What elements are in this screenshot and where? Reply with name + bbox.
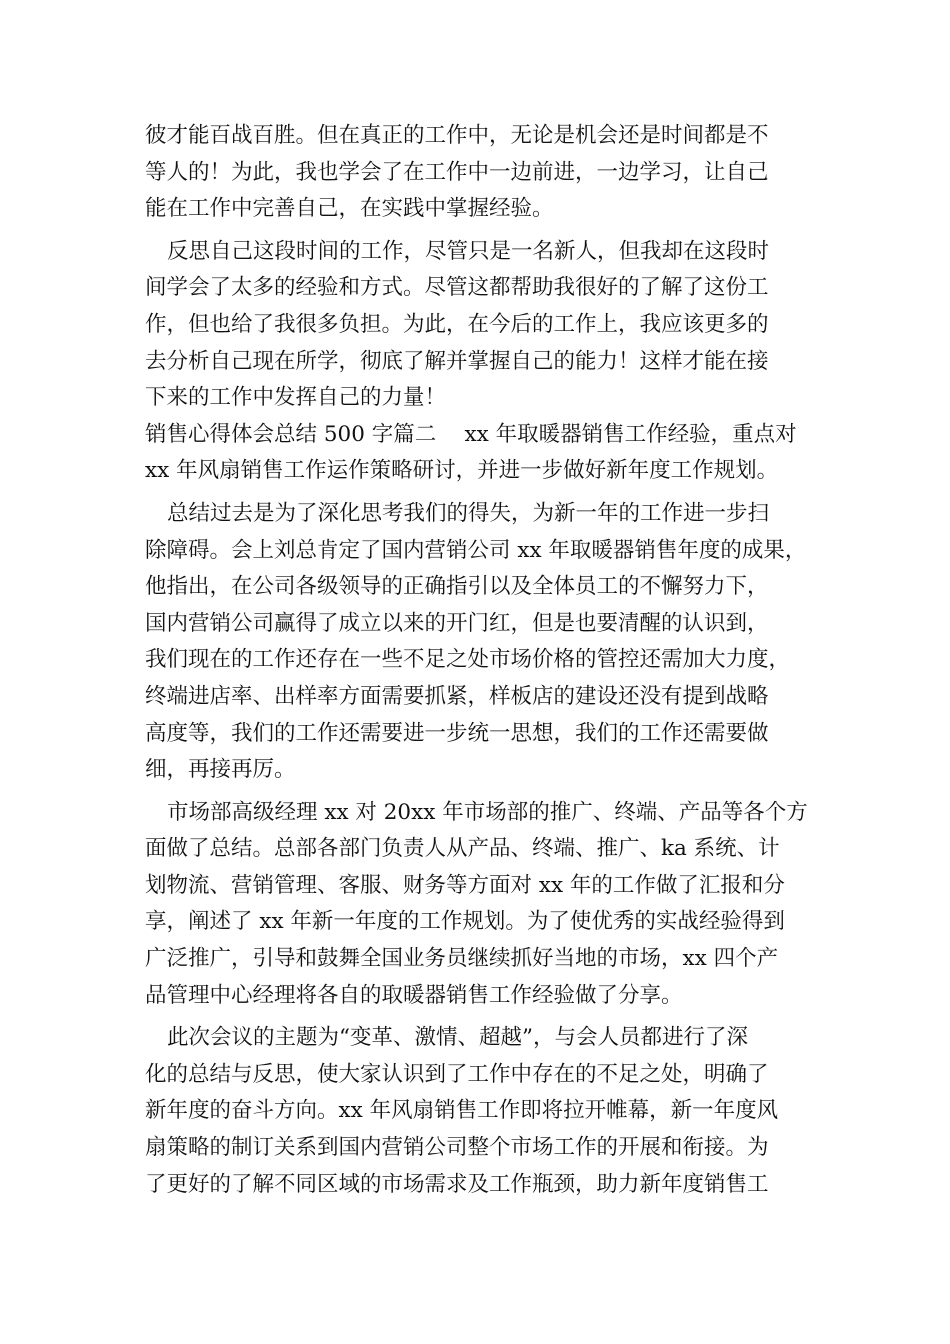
paragraph-2-line-5: 下来的工作中发挥自己的力量！	[145, 385, 447, 411]
paragraph-5-line-3: 划物流、营销管理、客服、财务等方面对 xx 年的工作做了汇报和分	[145, 872, 785, 898]
paragraph-6-line-2: 化的总结与反思，使大家认识到了工作中存在的不足之处，明确了	[145, 1061, 769, 1087]
paragraph-2-line-3: 作，但也给了我很多负担。为此，在今后的工作上，我应该更多的	[145, 311, 769, 337]
paragraph-5-line-6: 品管理中心经理将各自的取暖器销售工作经验做了分享。	[145, 982, 683, 1008]
paragraph-6-line-1: 此次会议的主题为“变革、激情、超越”，与会人员都进行了深	[167, 1025, 748, 1051]
paragraph-6-line-3: 新年度的奋斗方向。xx 年风扇销售工作即将拉开帷幕，新一年度风	[145, 1098, 779, 1124]
paragraph-1-line-1: 彼才能百战百胜。但在真正的工作中，无论是机会还是时间都是不	[145, 123, 769, 148]
paragraph-5-line-1: 市场部高级经理 xx 对 20xx 年市场部的推广、终端、产品等各个方	[167, 799, 808, 825]
paragraph-2-line-1: 反思自己这段时间的工作，尽管只是一名新人，但我却在这段时	[167, 238, 770, 264]
paragraph-4-line-7: 高度等，我们的工作还需要进一步统一思想，我们的工作还需要做	[145, 720, 769, 746]
paragraph-4-line-6: 终端进店率、出样率方面需要抓紧，样板店的建设还没有提到战略	[145, 683, 769, 709]
paragraph-4-line-8: 细，再接再厉。	[145, 757, 296, 783]
paragraph-6-line-4: 扇策略的制订关系到国内营销公司整个市场工作的开展和衔接。为	[145, 1135, 769, 1161]
paragraph-1-line-2: 等人的！为此，我也学会了在工作中一边前进，一边学习，让自己	[145, 159, 769, 185]
paragraph-6-line-5: 了更好的了解不同区域的市场需求及工作瓶颈，助力新年度销售工	[145, 1171, 769, 1197]
paragraph-2-line-2: 间学会了太多的经验和方式。尽管这都帮助我很好的了解了这份工	[145, 275, 769, 301]
paragraph-4-line-5: 我们现在的工作还存在一些不足之处市场价格的管控还需加大力度，	[145, 647, 791, 673]
paragraph-2-line-4: 去分析自己现在所学，彻底了解并掌握自己的能力！这样才能在接	[145, 348, 769, 374]
paragraph-5-line-4: 享，阐述了 xx 年新一年度的工作规划。为了使优秀的实战经验得到	[145, 909, 785, 935]
section-heading-line-2: xx 年风扇销售工作运作策略研讨，并进一步做好新年度工作规划。	[145, 458, 779, 484]
paragraph-4-line-3: 他指出，在公司各级领导的正确指引以及全体员工的不懈努力下，	[145, 574, 769, 600]
paragraph-5-line-5: 广泛推广，引导和鼓舞全国业务员继续抓好当地的市场，xx 四个产	[145, 946, 779, 972]
paragraph-5-line-2: 面做了总结。总部各部门负责人从产品、终端、推广、ka 系统、计	[145, 836, 780, 862]
paragraph-4-line-1: 总结过去是为了深化思考我们的得失，为新一年的工作进一步扫	[167, 500, 770, 526]
document-body	[145, 118, 825, 1203]
section-heading-line-1: 销售心得体会总结 500 字篇二 xx 年取暖器销售工作经验，重点对	[145, 421, 797, 447]
paragraph-4-line-4: 国内营销公司赢得了成立以来的开门红，但是也要清醒的认识到，	[145, 610, 769, 636]
paragraph-4-line-2: 除障碍。会上刘总肯定了国内营销公司 xx 年取暖器销售年度的成果，	[145, 537, 807, 563]
paragraph-1-line-3: 能在工作中完善自己，在实践中掌握经验。	[145, 196, 554, 222]
